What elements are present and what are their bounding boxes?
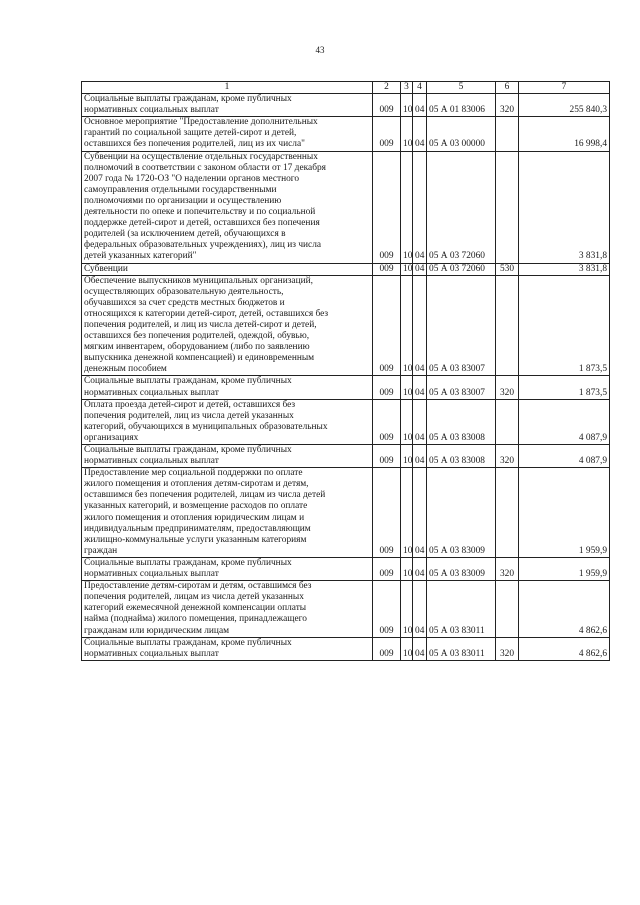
row-target-article: 05 А 03 83009	[427, 468, 496, 558]
row-target-article: 05 А 03 83009	[427, 557, 496, 580]
row-description	[82, 557, 373, 580]
row-section-code: 10	[401, 117, 413, 151]
row-grbs-code: 009	[373, 445, 401, 468]
description-line: оставшимся без попечения родителей, лицам из числа детей	[84, 490, 326, 501]
description-line: Субвенции	[84, 263, 128, 274]
row-section-code: 10	[401, 445, 413, 468]
description-line: категорий, обучающихся в муниципальных образовательных	[84, 421, 328, 432]
description-line: попечения родителей, лиц из числа детей указанных	[84, 410, 294, 421]
description-line: Социальные выплаты гражданам, кроме публичных	[84, 557, 292, 568]
row-expense-type	[496, 151, 519, 263]
table-row	[82, 581, 610, 637]
header-col-5: 5	[427, 82, 496, 94]
row-target-article: 05 А 03 83011	[427, 581, 496, 637]
table-row	[82, 399, 610, 444]
budget-table	[81, 81, 610, 661]
description-line: выпускника денежной компенсацией) и единовременным	[84, 353, 315, 364]
table-row	[82, 376, 610, 399]
table-row	[82, 151, 610, 263]
row-description	[82, 445, 373, 468]
row-subsection-code: 04	[413, 151, 427, 263]
description-line: организациях	[84, 432, 139, 443]
header-col-3: 3	[401, 82, 413, 94]
row-amount: 4 862,6	[519, 637, 610, 660]
row-subsection-code: 04	[413, 399, 427, 444]
header-col-6: 6	[496, 82, 519, 94]
description-line: гарантий по социальной защите детей-сирот и детей,	[84, 128, 297, 139]
row-subsection-code: 04	[413, 468, 427, 558]
description-line: жилищно-коммунальные услуги указанным категориям	[84, 534, 307, 545]
row-section-code: 10	[401, 557, 413, 580]
description-line: найма (поднайма) жилого помещения, принадлежащего	[84, 614, 307, 625]
description-line: Социальные выплаты гражданам, кроме публичных	[84, 445, 292, 455]
row-subsection-code: 04	[413, 376, 427, 399]
row-description	[82, 376, 373, 399]
row-expense-type	[496, 117, 519, 151]
row-target-article: 05 А 03 83011	[427, 637, 496, 660]
row-amount: 1 873,5	[519, 376, 610, 399]
row-expense-type: 320	[496, 376, 519, 399]
description-line: Предоставление детям-сиротам и детям, оставшимся без	[84, 581, 312, 592]
table-row	[82, 275, 610, 376]
description-line: Субвенции на осуществление отдельных государственных	[84, 151, 318, 162]
description-line: Основное мероприятие "Предоставление дополнительных	[84, 117, 318, 128]
row-subsection-code: 04	[413, 581, 427, 637]
row-description	[82, 399, 373, 444]
row-description	[82, 637, 373, 660]
description-line: гражданам или юридическим лицам	[84, 625, 230, 636]
row-grbs-code: 009	[373, 117, 401, 151]
description-line: 2007 года № 1720-ОЗ "О наделении органов местного	[84, 173, 300, 184]
row-expense-type	[496, 468, 519, 558]
description-line: граждан	[84, 545, 118, 556]
row-subsection-code: 04	[413, 94, 427, 117]
header-col-7: 7	[519, 82, 610, 94]
row-expense-type: 320	[496, 94, 519, 117]
row-section-code: 10	[401, 263, 413, 275]
description-line: нормативных социальных выплат	[84, 569, 219, 580]
row-expense-type	[496, 275, 519, 376]
row-amount: 3 831,8	[519, 151, 610, 263]
description-line: Социальные выплаты гражданам, кроме публичных	[84, 376, 292, 387]
description-line: оставшихся без попечения родителей, лиц из их числа"	[84, 139, 305, 150]
row-expense-type: 320	[496, 557, 519, 580]
description-line: Социальные выплаты гражданам, кроме публичных	[84, 637, 292, 648]
table-row	[82, 637, 610, 660]
row-section-code: 10	[401, 376, 413, 399]
description-line: Предоставление мер социальной поддержки по оплате	[84, 468, 303, 479]
description-line: относящихся к категории детей-сирот, детей, оставшихся без	[84, 308, 329, 319]
table-row	[82, 468, 610, 558]
row-description	[82, 275, 373, 376]
row-description	[82, 94, 373, 117]
row-subsection-code: 04	[413, 445, 427, 468]
description-line: индивидуальным предпринимателям, предоставляющим	[84, 523, 311, 534]
description-line: попечения родителей, и лиц из числа детей-сирот и детей,	[84, 319, 317, 330]
description-line: жилого помещения и отопления детям-сиротам и детям,	[84, 479, 309, 490]
row-grbs-code: 009	[373, 468, 401, 558]
row-section-code: 10	[401, 637, 413, 660]
description-line: жилого помещения и отопления юридическим лицам и	[84, 512, 305, 523]
row-amount: 3 831,8	[519, 263, 610, 275]
row-target-article: 05 А 03 83007	[427, 275, 496, 376]
description-line: указанных категорий, и возмещение расходов по оплате	[84, 501, 308, 512]
row-section-code: 10	[401, 399, 413, 444]
description-line: детей указанных категорий"	[84, 251, 197, 262]
row-description	[82, 151, 373, 263]
row-target-article: 05 А 03 83008	[427, 445, 496, 468]
row-description	[82, 468, 373, 558]
row-expense-type	[496, 399, 519, 444]
row-amount: 16 998,4	[519, 117, 610, 151]
row-section-code: 10	[401, 94, 413, 117]
row-grbs-code: 009	[373, 637, 401, 660]
description-line: попечения родителей, лицам из числа детей указанных	[84, 592, 304, 603]
page-number: 43	[315, 45, 325, 55]
row-subsection-code: 04	[413, 557, 427, 580]
row-amount: 4 087,9	[519, 399, 610, 444]
row-expense-type: 320	[496, 445, 519, 468]
row-grbs-code: 009	[373, 376, 401, 399]
description-line: мягким инвентарем, оборудованием (либо по заявлению	[84, 342, 310, 353]
header-col-1: 1	[82, 82, 373, 94]
row-grbs-code: 009	[373, 275, 401, 376]
row-subsection-code: 04	[413, 275, 427, 376]
description-line: нормативных социальных выплат	[84, 105, 219, 116]
row-target-article: 05 А 03 83008	[427, 399, 496, 444]
description-line: поддержке детей-сирот и детей, оставшихся без попечения	[84, 218, 320, 229]
table-row	[82, 117, 610, 151]
description-line: полномочий в соответствии с законом области от 17 декабря	[84, 162, 326, 173]
header-col-2: 2	[373, 82, 401, 94]
table-header-row	[82, 82, 610, 94]
row-subsection-code: 04	[413, 637, 427, 660]
row-expense-type	[496, 581, 519, 637]
row-grbs-code: 009	[373, 151, 401, 263]
description-line: деятельности по опеке и попечительству и по социальной	[84, 207, 316, 218]
description-line: родителей (за исключением детей, обучающихся в	[84, 229, 286, 240]
description-line: денежным пособием	[84, 364, 167, 375]
row-description	[82, 581, 373, 637]
table-row	[82, 263, 610, 275]
row-section-code: 10	[401, 468, 413, 558]
row-grbs-code: 009	[373, 557, 401, 580]
description-line: нормативных социальных выплат	[84, 387, 219, 398]
row-grbs-code: 009	[373, 399, 401, 444]
row-amount: 4 862,6	[519, 581, 610, 637]
row-grbs-code: 009	[373, 263, 401, 275]
table-row	[82, 557, 610, 580]
table-row	[82, 445, 610, 468]
table-row	[82, 94, 610, 117]
row-description	[82, 263, 373, 275]
row-amount: 1 959,9	[519, 468, 610, 558]
row-target-article: 05 А 03 72060	[427, 263, 496, 275]
row-grbs-code: 009	[373, 94, 401, 117]
row-section-code: 10	[401, 151, 413, 263]
row-expense-type: 320	[496, 637, 519, 660]
row-amount: 255 840,3	[519, 94, 610, 117]
row-amount: 1 873,5	[519, 275, 610, 376]
row-subsection-code: 04	[413, 263, 427, 275]
description-line: самоуправления отдельными государственными	[84, 184, 277, 195]
description-line: полномочиями по организации и осуществлению	[84, 195, 282, 206]
description-line: обучавшихся за счет средств местных бюджетов и	[84, 297, 285, 308]
description-line: нормативных социальных выплат	[84, 456, 219, 467]
row-amount: 4 087,9	[519, 445, 610, 468]
row-section-code: 10	[401, 275, 413, 376]
row-amount: 1 959,9	[519, 557, 610, 580]
row-section-code: 10	[401, 581, 413, 637]
header-col-4: 4	[413, 82, 427, 94]
description-line: оставшихся без попечения родителей, одеждой, обувью,	[84, 331, 310, 342]
description-line: Социальные выплаты гражданам, кроме публичных	[84, 94, 292, 105]
description-line: осуществляющих образовательную деятельность,	[84, 286, 284, 297]
row-expense-type: 530	[496, 263, 519, 275]
description-line: федеральных образовательных учреждениях), лиц из числа	[84, 240, 322, 251]
row-description	[82, 117, 373, 151]
description-line: категорий ежемесячной денежной компенсации оплаты	[84, 603, 307, 614]
description-line: Оплата проезда детей-сирот и детей, оставшихся без	[84, 399, 296, 410]
row-grbs-code: 009	[373, 581, 401, 637]
description-line: Обеспечение выпускников муниципальных организаций,	[84, 275, 313, 286]
description-line: нормативных социальных выплат	[84, 648, 219, 659]
row-target-article: 05 А 03 00000	[427, 117, 496, 151]
row-target-article: 05 А 03 72060	[427, 151, 496, 263]
row-target-article: 05 А 01 83006	[427, 94, 496, 117]
row-subsection-code: 04	[413, 117, 427, 151]
row-target-article: 05 А 03 83007	[427, 376, 496, 399]
